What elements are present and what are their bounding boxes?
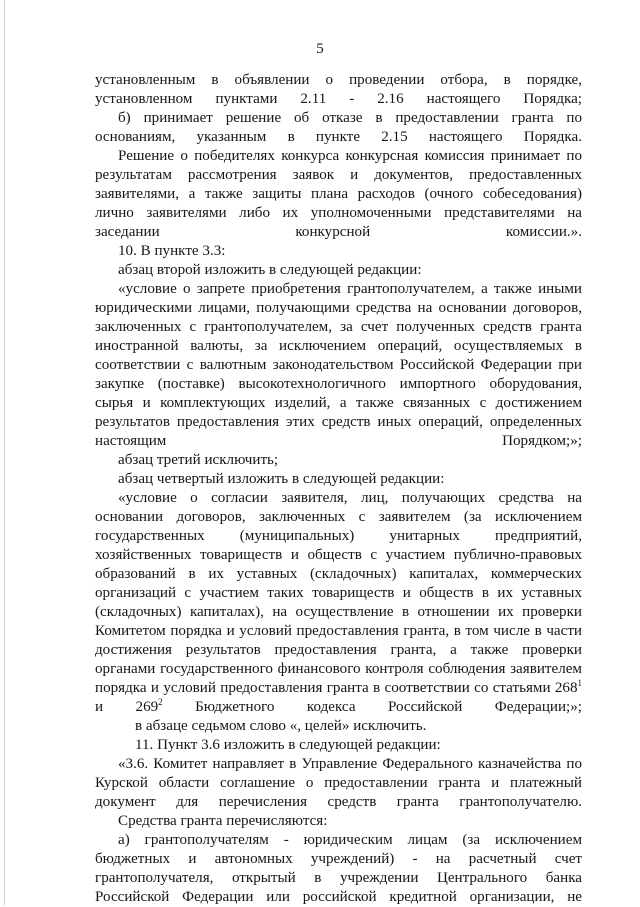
page-number: 5 bbox=[316, 41, 324, 57]
paragraph: 11. Пункт 3.6 изложить в следующей редакции: bbox=[135, 737, 441, 753]
paragraph: а) грантополучателям - юридическим лицам (за исключением бюджетных и автономных учреждений) - на расчетный счет грантополучателя, открытый в учреждении Центрального банка Российской Федерации или российской кредитной организации, не bbox=[95, 832, 582, 905]
paragraph: б) принимает решение об отказе в предоставлении гранта по основаниям, указанным в пункте 2.15 настоящего Порядка. bbox=[95, 110, 582, 145]
paragraph: абзац четвертый изложить в следующей редакции: bbox=[118, 471, 445, 487]
scan-edge bbox=[4, 0, 5, 905]
paragraph bbox=[95, 489, 582, 717]
paragraph: Решение о победителях конкурса конкурсная комиссия принимает по результатам рассмотрения заявок и документов, предоставленных заявителями, а также защиты плана расходов (очного собеседования) лично заявителями либо их уполномоченными представителями на заседании конкурсной комиссии.». bbox=[95, 148, 582, 240]
paragraph: 10. В пункте 3.3: bbox=[118, 243, 226, 259]
paragraph: установленным в объявлении о проведении отбора, в порядке, установленном пунктами 2.11 - 2.16 настоящего Порядка; bbox=[95, 72, 582, 107]
paragraph: Средства гранта перечисляются: bbox=[118, 813, 328, 829]
paragraph-text: Бюджетного кодекса Российской Федерации;»; bbox=[162, 699, 582, 715]
paragraph: «3.6. Комитет направляет в Управление Федерального казначейства по Курской области соглашение о предоставлении гранта и платежный документ для перечисления средств гранта грантополучателю. bbox=[95, 756, 582, 810]
superscript: 1 bbox=[577, 678, 582, 688]
paragraph: в абзаце седьмом слово «, целей» исключить. bbox=[135, 718, 427, 734]
paragraph: абзац третий исключить; bbox=[118, 452, 279, 468]
paragraph: абзац второй изложить в следующей редакции: bbox=[118, 262, 422, 278]
paragraph: «условие о запрете приобретения грантополучателем, а также иными юридическими лицами, получающими средства на основании договоров, заключенных с грантополучателем, за счет полученных средств гранта иностранной валюты, за исключением операций, осуществляемых в соответствии с валютным законодательством Российской Федерации при закупке (поставке) высокотехнологичного импортного оборудования, сырья и комплектующих изделий, а также связанных с достижением результатов предоставления этих средств иных операций, определенных настоящим Порядком;»; bbox=[95, 281, 582, 449]
document-body bbox=[95, 71, 582, 907]
paragraph-text: «условие о согласии заявителя, лиц, получающих средства на основании договоров, заключенных с заявителем (за исключением государственных (муниципальных) унитарных предприятий, хозяйственных товариществ и обществ с участием публично-правовых образований в их уставных (складочных) капиталах, коммерческих организаций с участием таких товариществ и обществ в их уставных (складочных) капиталах), на осуществление в отношении их проверки Комитетом порядка и условий предоставления гранта, в том числе в части достижения результатов предоставления гранта, а также проверки органами государственного финансового контроля соблюдения заявителем порядка и условий предоставления гранта в соответствии со статьями 268 bbox=[95, 490, 582, 696]
superscript: 2 bbox=[158, 697, 163, 707]
paragraph-text: и 269 bbox=[95, 699, 159, 715]
